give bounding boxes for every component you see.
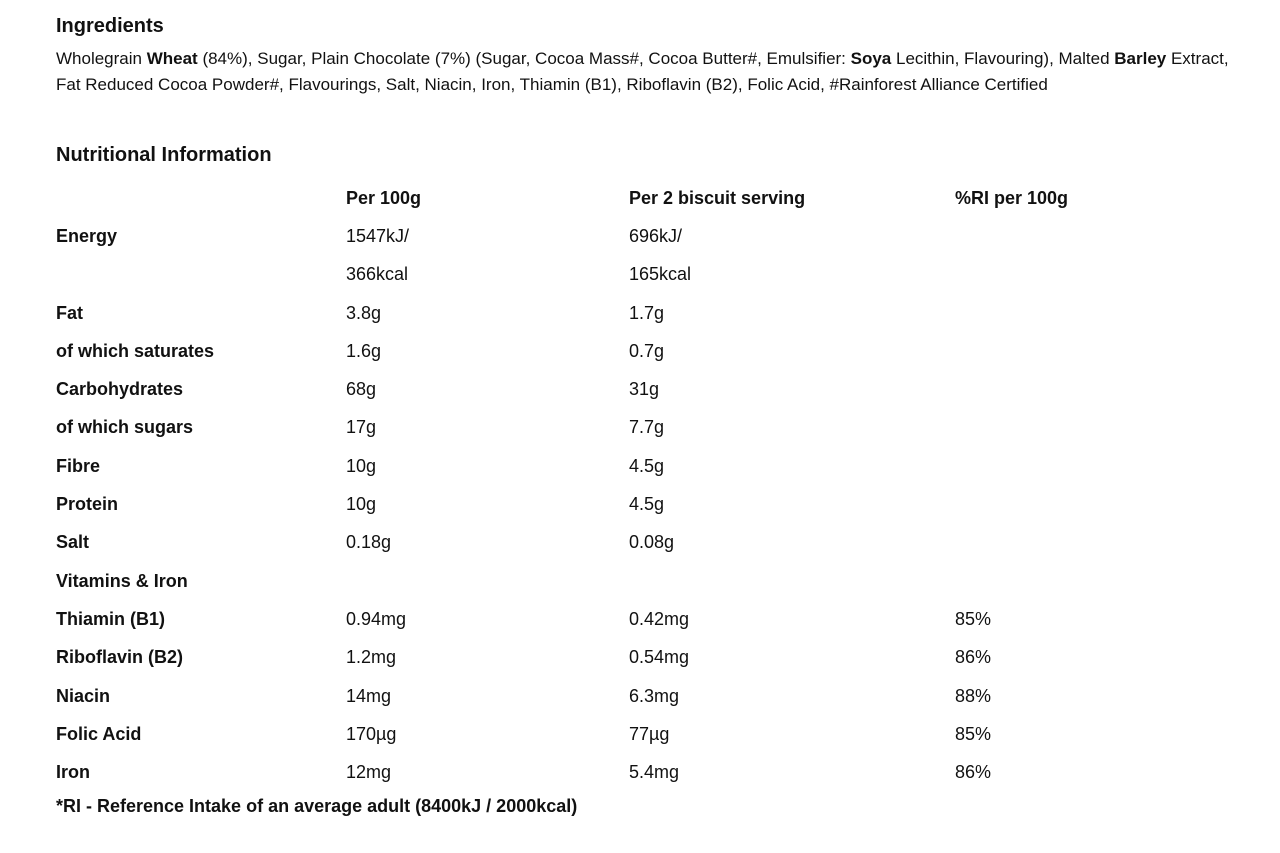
table-row: [56, 524, 1155, 562]
table-row: [56, 294, 1155, 332]
ingredients-segment: (84%), Sugar, Plain Chocolate (7%) (Sugar, Cocoa Mass#, Cocoa Butter#, Emulsifier:: [197, 49, 851, 68]
ri-value: [955, 370, 1155, 408]
per-100g-value: 17g: [346, 417, 377, 438]
table-row: [56, 217, 1155, 255]
table-row: [56, 409, 1155, 447]
nutrient-name: Salt: [56, 532, 90, 553]
per-100g-value: 1547kJ/: [346, 225, 410, 246]
ri-value: [955, 485, 1155, 523]
nutrient-name: Fibre: [56, 455, 101, 476]
nutrient-name: Folic Acid: [56, 723, 142, 744]
nutrient-name: Energy: [56, 225, 118, 246]
per-serving-value: 1.7g: [629, 302, 665, 323]
nutrition-header-row: [56, 179, 1155, 217]
ingredients-text: [56, 46, 1246, 97]
per-serving-value: 0.54mg: [629, 647, 690, 668]
per-100g-value: 366kcal: [346, 264, 409, 285]
nutrition-document: [56, 12, 1256, 818]
per-100g-value: 10g: [346, 494, 377, 515]
ingredients-segment: Lecithin, Flavouring), Malted: [891, 49, 1115, 68]
table-row: [56, 715, 1155, 753]
nutrient-name: of which sugars: [56, 417, 194, 438]
nutrition-table-body: [56, 217, 1155, 791]
ri-value: [955, 447, 1155, 485]
per-100g-value: 10g: [346, 455, 377, 476]
ri-footnote: *RI - Reference Intake of an average adult (8400kJ / 2000kcal): [56, 795, 578, 816]
ri-value: [955, 409, 1155, 447]
per-serving-value: 5.4mg: [629, 762, 680, 783]
per-100g-value: 14mg: [346, 685, 392, 706]
table-row: [56, 485, 1155, 523]
nutrient-name: Riboflavin (B2): [56, 647, 184, 668]
ri-value: 86%: [955, 647, 992, 668]
table-row: [56, 639, 1155, 677]
per-serving-value: 7.7g: [629, 417, 665, 438]
header-nutrient: [56, 179, 346, 217]
per-serving-value: 77µg: [629, 723, 670, 744]
table-row: [56, 370, 1155, 408]
header-per-100g: Per 100g: [346, 187, 422, 208]
nutrient-name: Protein: [56, 494, 119, 515]
per-100g-value: 12mg: [346, 762, 392, 783]
per-serving-value: 165kcal: [629, 264, 692, 285]
allergen-text: Wheat: [146, 49, 198, 68]
ri-value: [955, 562, 1155, 600]
per-100g-value: 0.18g: [346, 532, 392, 553]
nutrient-name: Vitamins & Iron: [56, 570, 188, 591]
nutrient-name: Fat: [56, 302, 83, 323]
allergen-text: Soya: [850, 49, 892, 68]
nutrient-name: of which saturates: [56, 340, 215, 361]
per-serving-value: 0.7g: [629, 340, 665, 361]
header-per-serving: Per 2 biscuit serving: [629, 187, 806, 208]
nutrient-name: Thiamin (B1): [56, 608, 166, 629]
ri-value: [955, 217, 1155, 255]
table-row: [56, 256, 1155, 294]
ri-value: [955, 256, 1155, 294]
per-serving-value: 4.5g: [629, 494, 665, 515]
ingredients-segment: Wholegrain: [56, 49, 147, 68]
per-serving-value: 6.3mg: [629, 685, 680, 706]
ri-value: 86%: [955, 762, 992, 783]
ri-value: 85%: [955, 608, 992, 629]
ri-value: 85%: [955, 723, 992, 744]
allergen-text: Barley: [1114, 49, 1167, 68]
per-100g-value: 0.94mg: [346, 608, 407, 629]
per-serving-value: 31g: [629, 379, 660, 400]
nutrition-table: [56, 179, 1155, 792]
ri-value: [955, 294, 1155, 332]
ingredients-segment: Extract, Fat Reduced Cocoa Powder#, Flavourings, Salt, Niacin, Iron, Thiamin (B1), Riboflavin (B2), Folic Acid, #Rainforest Alliance Certified: [56, 49, 1229, 94]
per-100g-value: 1.6g: [346, 340, 382, 361]
ingredients-heading: Ingredients: [56, 15, 164, 37]
nutrient-name: [56, 256, 346, 294]
per-serving-value: [629, 562, 955, 600]
ri-value: [955, 524, 1155, 562]
per-serving-value: 4.5g: [629, 455, 665, 476]
ri-value: [955, 332, 1155, 370]
per-serving-value: 0.08g: [629, 532, 675, 553]
table-row: [56, 332, 1155, 370]
per-100g-value: 1.2mg: [346, 647, 397, 668]
per-100g-value: [346, 562, 629, 600]
header-ri: %RI per 100g: [955, 187, 1069, 208]
per-serving-value: 0.42mg: [629, 608, 690, 629]
table-row: [56, 447, 1155, 485]
per-100g-value: 170µg: [346, 723, 397, 744]
nutrient-name: Niacin: [56, 685, 111, 706]
nutrition-heading: Nutritional Information: [56, 144, 272, 166]
ri-value: 88%: [955, 685, 992, 706]
table-row: [56, 562, 1155, 600]
nutrient-name: Carbohydrates: [56, 379, 184, 400]
table-row: [56, 753, 1155, 791]
per-serving-value: 696kJ/: [629, 225, 683, 246]
per-100g-value: 68g: [346, 379, 377, 400]
table-row: [56, 600, 1155, 638]
table-row: [56, 677, 1155, 715]
per-100g-value: 3.8g: [346, 302, 382, 323]
nutrient-name: Iron: [56, 762, 90, 783]
